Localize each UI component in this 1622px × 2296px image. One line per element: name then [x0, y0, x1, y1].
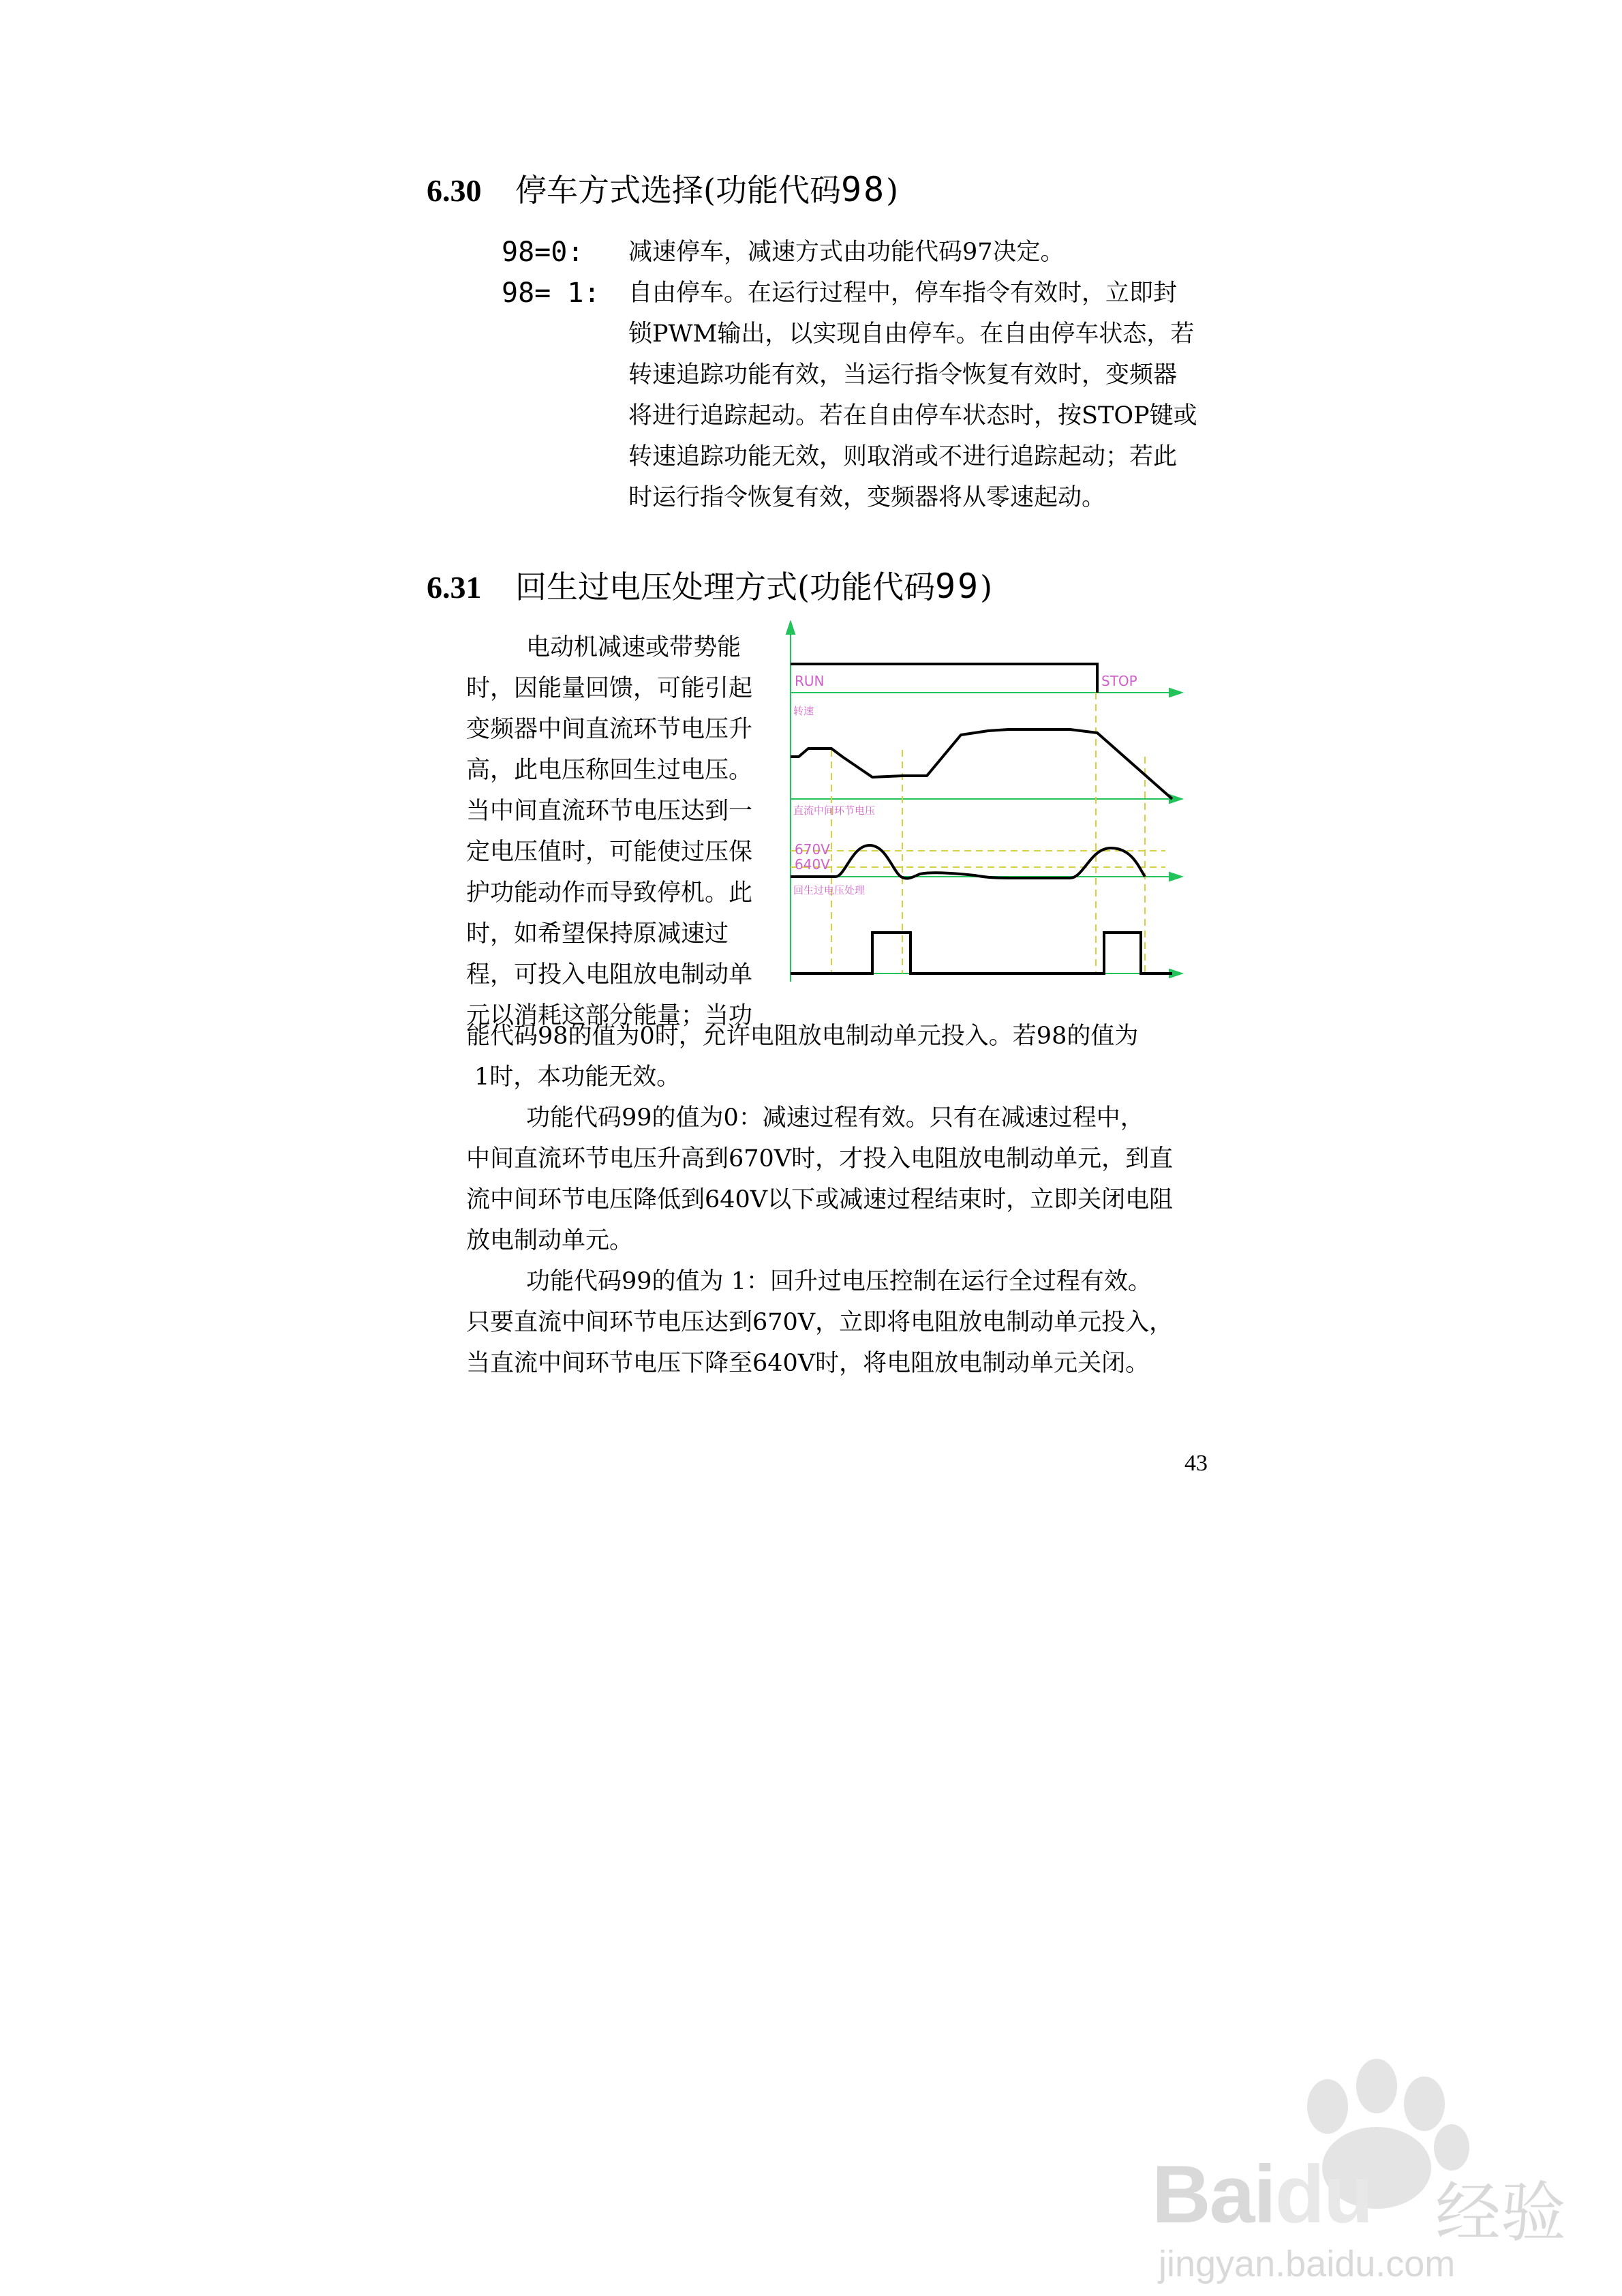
section-631-number: 6.31 — [427, 570, 482, 605]
item-980-line: 减速停车，减速方式由功能代码97决定。 — [628, 239, 1065, 266]
label-stop: STOP — [1101, 673, 1137, 689]
label-dc-voltage: 直流中间环节电压 — [793, 804, 876, 817]
section-631-code: 99 — [934, 567, 981, 606]
label-670v: 670V — [795, 841, 830, 858]
para2-line-4: 放电制动单元。 — [466, 1227, 634, 1254]
para2-line-1: 功能代码99的值为0：减速过程有效。只有在减速过程中， — [526, 1104, 1144, 1132]
section-631-wrap-text — [466, 627, 780, 1036]
section-630-code: 98 — [840, 170, 887, 209]
para2-line-3: 流中间环节电压降低到640V以下或减速过程结束时，立即关闭电阻 — [466, 1186, 1174, 1213]
label-640v: 640V — [795, 856, 830, 873]
watermark-brand — [1152, 2147, 1372, 2241]
para3-line-2: 只要直流中间环节电压达到670V，立即将电阻放电制动单元投入， — [466, 1309, 1174, 1336]
wrap-line-3: 变频器中间直流环节电压升 — [466, 716, 753, 743]
baidu-watermark — [1152, 2038, 1602, 2284]
section-630-number: 6.30 — [427, 173, 482, 208]
section-630-heading — [427, 169, 898, 211]
diagram-labels — [793, 673, 1137, 896]
section-630-close: ) — [886, 172, 899, 209]
item-981-line-3: 转速追踪功能有效，当运行指令恢复有效时，变频器 — [628, 361, 1178, 389]
section-630-title: 停车方式选择(功能代码 — [515, 172, 841, 209]
continuation-line-1: 能代码98的值为0时，允许电阻放电制动单元投入。若98的值为 — [466, 1023, 1139, 1050]
label-run: RUN — [795, 673, 825, 689]
section-631-continuation — [466, 1016, 1229, 1098]
wrap-line-1: 电动机减速或带势能 — [526, 634, 741, 661]
run-signal-line — [791, 664, 1097, 693]
item-981-line-2: 锁PWM输出，以实现自由停车。在自由停车状态，若 — [628, 320, 1195, 348]
label-regen: 回生过电压处理 — [793, 884, 866, 896]
section-631-para-2 — [466, 1098, 1229, 1261]
page-number: 43 — [1184, 1451, 1208, 1476]
wrap-line-6: 定电压值时，可能使过压保 — [466, 839, 753, 866]
para3-line-3: 当直流中间环节电压下降至640V时，将电阻放电制动单元关闭。 — [466, 1350, 1150, 1377]
wrap-line-10: 元以消耗这部分能量；当功 — [466, 1002, 753, 1029]
section-631-heading — [427, 566, 992, 608]
watermark-cn: 经验 — [1435, 2175, 1566, 2251]
item-981-line-4: 将进行追踪起动。若在自由停车状态时，按STOP键或 — [628, 402, 1197, 429]
speed-curve — [791, 729, 1172, 799]
continuation-line-2: 1时，本功能无效。 — [474, 1063, 681, 1091]
watermark-brand-bai: Bai — [1152, 2149, 1275, 2240]
item-980-text — [628, 232, 1392, 273]
watermark-url: jingyan.baidu.com — [1159, 2244, 1456, 2284]
section-631-title: 回生过电压处理方式(功能代码 — [515, 569, 935, 605]
para2-line-2: 中间直流环节电压升高到670V时，才投入电阻放电制动单元，到直 — [466, 1145, 1174, 1173]
axis-arrow-right-icon — [1169, 689, 1182, 697]
wrap-line-5: 当中间直流环节电压达到一 — [466, 798, 753, 825]
wrap-line-8: 时，如希望保持原减速过 — [466, 920, 729, 948]
wrap-line-9: 程，可投入电阻放电制动单 — [466, 961, 753, 988]
item-981-line-6: 时运行指令恢复有效，变频器将从零速起动。 — [628, 484, 1106, 511]
para3-line-1: 功能代码99的值为 1：回升过电压控制在运行全过程有效。 — [526, 1268, 1152, 1295]
item-981-code: 98= 1: — [502, 277, 600, 309]
wrap-line-4: 高，此电压称回生过电压。 — [466, 757, 753, 784]
section-631-close: ) — [980, 569, 993, 605]
item-980-code: 98=0: — [502, 237, 584, 268]
wrap-line-2: 时，因能量回馈，可能引起 — [466, 675, 753, 702]
watermark-brand-du: du — [1274, 2149, 1373, 2240]
item-981-text — [628, 273, 1392, 518]
item-981-line-1: 自由停车。在运行过程中，停车指令有效时，立即封 — [628, 280, 1178, 307]
wrap-line-7: 护功能动作而导致停机。此 — [466, 879, 753, 907]
axis-arrow-right-icon — [1169, 873, 1182, 881]
regen-pulse-signal — [791, 933, 1172, 973]
item-981-line-5: 转速追踪功能无效，则取消或不进行追踪起动；若此 — [628, 443, 1178, 470]
label-speed: 转速 — [793, 705, 814, 717]
section-631-para-3 — [466, 1261, 1229, 1384]
axis-arrow-up-icon — [786, 622, 795, 634]
timing-diagram — [784, 620, 1193, 988]
